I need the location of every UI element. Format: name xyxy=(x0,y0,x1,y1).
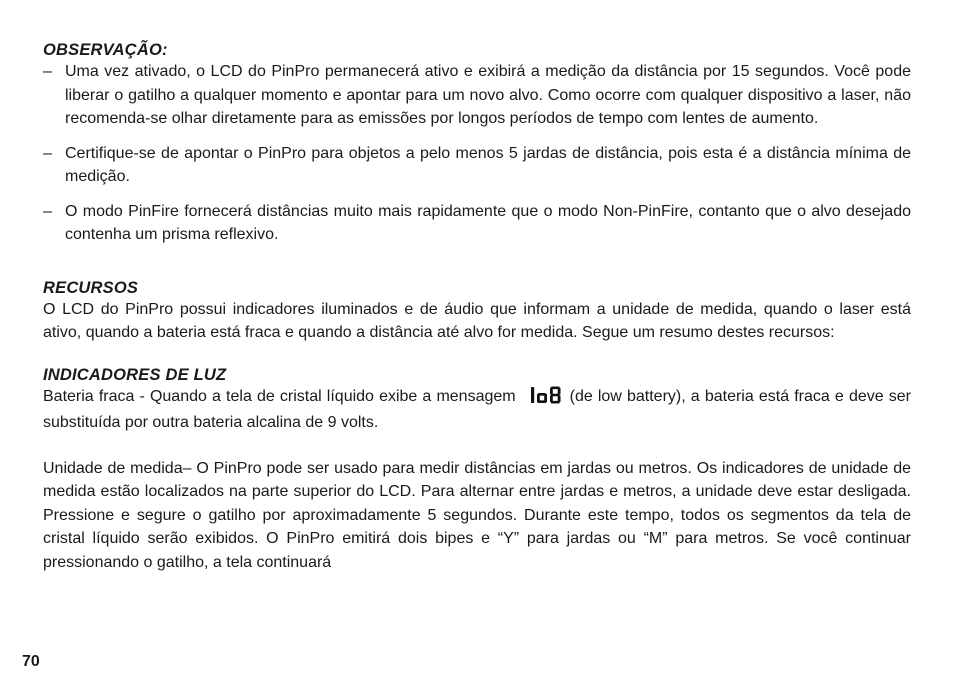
observacao-item-text: Uma vez ativado, o LCD do PinPro permanecerá ativo e exibirá a medição da distância por 15 segundos. Você pode liberar o gatilho a qualquer momento e apontar para um novo alvo. Como ocorre com qualquer dispositivo a laser, não recomenda-se olhar diretamente para as emissões por longos períodos de tempo com lentes de aumento. xyxy=(65,63,911,127)
bullet-dash: – xyxy=(43,202,52,220)
battery-text-after: (de low battery), a bateria está fraca e deve ser substituída por outra bateria alcalina de 9 volts. xyxy=(43,387,911,431)
observacao-heading: OBSERVAÇÃO: xyxy=(43,41,168,59)
manual-page xyxy=(43,40,911,574)
page-number: 70 xyxy=(22,653,40,670)
bullet-dash: – xyxy=(43,63,52,80)
observacao-item xyxy=(43,142,911,189)
observacao-item xyxy=(43,60,911,131)
indicadores-heading: INDICADORES DE LUZ xyxy=(43,365,227,384)
recursos-paragraph: O LCD do PinPro possui indicadores iluminados e de áudio que informam a unidade de medida, quando o laser está ativo, quando a bateria está fraca e quando a distância até alvo for medida. Segue um resumo destes recursos: xyxy=(43,300,911,341)
observacao-item xyxy=(43,200,911,247)
lcd-low-battery-icon xyxy=(530,386,562,412)
observacao-item-text: Certifique-se de apontar o PinPro para objetos a pelo menos 5 jardas de distância, pois esta é a distância mínima de medição. xyxy=(65,144,911,185)
recursos-heading: RECURSOS xyxy=(43,278,139,297)
battery-paragraph xyxy=(43,385,911,435)
observacao-list xyxy=(43,60,911,247)
battery-text-before: Bateria fraca - Quando a tela de cristal líquido exibe a mensagem xyxy=(43,387,516,405)
observacao-item-text: O modo PinFire fornecerá distâncias muito mais rapidamente que o modo Non-PinFire, contanto que o alvo desejado contenha um prisma reflexivo. xyxy=(65,202,911,243)
bullet-dash: – xyxy=(43,144,52,162)
unit-paragraph: Unidade de medida– O PinPro pode ser usado para medir distâncias em jardas ou metros. Os indicadores de unidade de medida estão localizados na parte superior do LCD. Para alternar entre jardas e metros, a unidade deve estar desligada. Pressione e segure o gatilho por aproximadamente 5 segundos. Durante este tempo, todos os segmentos da tela de cristal líquido serão exibidos. O PinPro emitirá dois bipes e “Y” para jardas ou “M” para metros. Se você continuar pressionando o gatilho, a tela continuará xyxy=(43,459,911,571)
